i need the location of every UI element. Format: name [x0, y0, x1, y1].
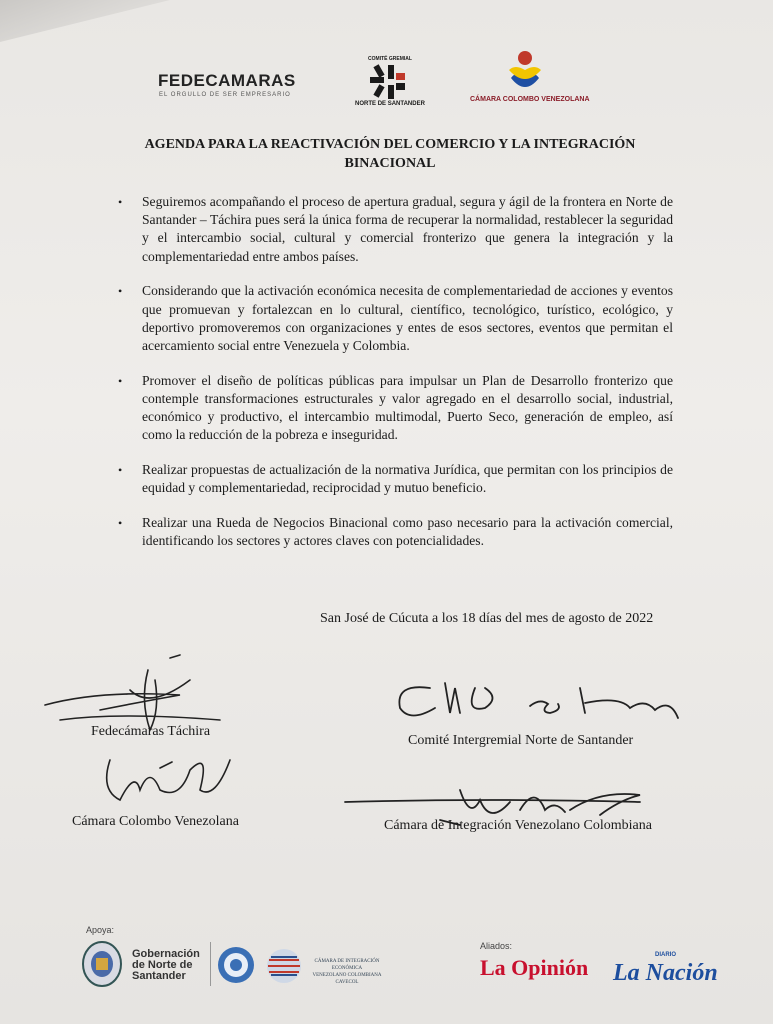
bullet-dot-icon: • — [118, 462, 123, 477]
apoya-label: Apoya: — [86, 925, 115, 935]
camara-colombo-venezolana-logo-icon — [505, 48, 545, 96]
la-nacion-logo: La Nación — [613, 960, 718, 986]
place-date: San José de Cúcuta a los 18 días del mes de agosto de 2022 — [320, 611, 654, 626]
aliados-label: Aliados: — [480, 941, 513, 951]
document-title-line2: BINACIONAL — [344, 156, 436, 171]
comite-gremial-label-bottom: NORTE DE SANTANDER — [355, 101, 425, 107]
comite-gremial-logo-icon — [366, 63, 416, 101]
circular-seal-icon — [216, 944, 256, 986]
signature-comite-intergremial — [390, 668, 690, 730]
list-item: • Realizar propuestas de actualización de la normativa Jurídica, que permitan con los principios de equidad y complementariedad, reciprocidad y mutuo beneficio. — [118, 461, 673, 496]
list-item: • Considerando que la activación económica necesita de complementariedad de acciones y eventos que promuevan y fortalezcan en lo cultural, científico, tecnológico, turístico, ecológico, y deportivo promoveremos con organizaciones y entes de esos sectores, eventos que permitan el acercamiento social entre Venezuela y Colombia. — [118, 283, 673, 353]
diario-label: DIARIO — [655, 952, 676, 958]
cavecol-name: CÁMARA DE INTEGRACIÓN ECONÓMICA VENEZOLANO COLOMBIANA CAVECOL — [312, 959, 382, 985]
signature-label-comite-intergremial: Comité Intergremial Norte de Santander — [408, 733, 634, 748]
signature-label-camara-colombo: Cámara Colombo Venezolana — [72, 814, 239, 829]
list-item: • Seguiremos acompañando el proceso de apertura gradual, segura y ágil de la frontera en Norte de Santander – Táchira pues será la única forma de recuperar la normalidad, restablecer la seguridad y el intercambio social, cultural y comercial fronterizo que genera la integración y la complementariedad entre ambos países. — [118, 194, 673, 264]
bullet-dot-icon: • — [118, 195, 123, 209]
document-title-line1: AGENDA PARA LA REACTIVACIÓN DEL COMERCIO Y LA INTEGRACIÓN — [144, 137, 636, 152]
list-item: • Promover el diseño de políticas públicas para impulsar un Plan de Desarrollo fronterizo que contemple transformaciones estructurales y valor agregado en el desarrollo social, industrial, económico y productivo, el intercambio multimodal, Puerto Seco, generación de empleo, así como la reducción de la pobreza e inseguridad. — [118, 372, 673, 443]
gobernacion-shield-icon — [80, 940, 124, 988]
bullet-dot-icon: • — [118, 515, 123, 530]
signature-label-fedecamaras-tachira: Fedecámaras Táchira — [91, 724, 211, 739]
camara-colombo-venezolana-name: CÁMARA COLOMBO VENEZOLANA — [470, 96, 590, 103]
fedecamaras-tagline: EL ORGULLO DE SER EMPRESARIO — [159, 92, 291, 98]
la-opinion-logo: La Opinión — [480, 955, 589, 980]
bullet-dot-icon: • — [118, 373, 123, 388]
gobernacion-name: Gobernación de Norte de Santander — [132, 948, 200, 982]
comite-gremial-label-top: COMITÉ GREMIAL — [368, 56, 412, 62]
cavecol-globe-icon — [264, 946, 304, 986]
agenda-bullet-list — [113, 193, 673, 567]
paper-fold-shadow — [0, 0, 170, 42]
bullet-dot-icon: • — [118, 284, 123, 299]
divider — [210, 942, 211, 986]
signature-label-camara-integracion: Cámara de Integración Venezolano Colombiana — [384, 818, 652, 833]
list-item: • Realizar una Rueda de Negocios Binacional como paso necesario para la activación comercial, identificando los sectores y actores claves con potencialidades. — [118, 514, 673, 549]
fedecamaras-logo: FEDECAMARAS — [158, 71, 296, 90]
